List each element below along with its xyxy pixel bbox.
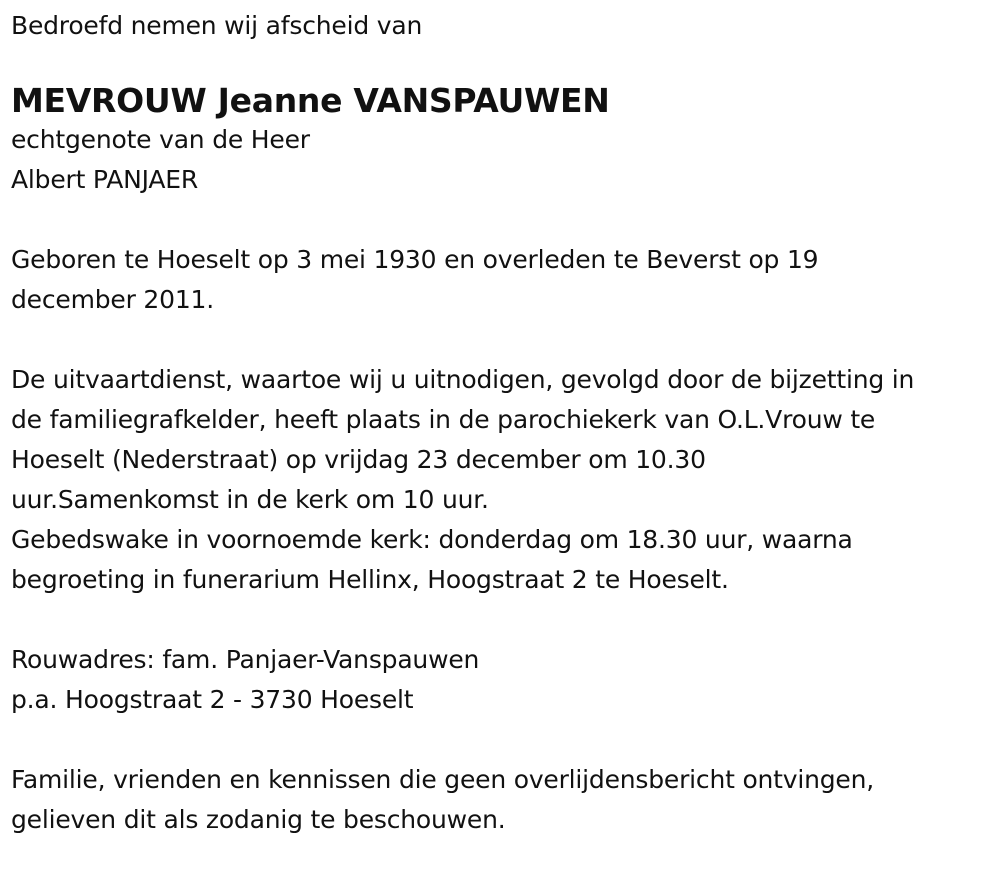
mourning-address-line: p.a. Hoogstraat 2 - 3730 Hoeselt — [11, 685, 414, 714]
closing-line: Familie, vrienden en kennissen die geen overlijdensbericht ontvingen, — [11, 765, 875, 794]
intro-text: Bedroefd nemen wij afscheid van — [11, 11, 423, 40]
ceremony-line: De uitvaartdienst, waartoe wij u uitnodigen, gevolgd door de bijzetting in — [11, 365, 915, 394]
spacer — [11, 200, 996, 240]
ceremony-line: de familiegrafkelder, heeft plaats in de parochiekerk van O.L.Vrouw te — [11, 405, 876, 434]
deceased-name: MEVROUW Jeanne VANSPAUWEN — [11, 81, 610, 120]
birth-death-line: Geboren te Hoeselt op 3 mei 1930 en overleden te Beverst op 19 — [11, 245, 819, 274]
spacer — [11, 720, 996, 760]
vigil-line: begroeting in funerarium Hellinx, Hoogstraat 2 te Hoeselt. — [11, 565, 729, 594]
birth-death-line: december 2011. — [11, 285, 214, 314]
mourning-address-line: Rouwadres: fam. Panjaer-Vanspauwen — [11, 645, 480, 674]
spouse-line: echtgenote van de Heer — [11, 125, 310, 154]
closing-line: gelieven dit als zodanig te beschouwen. — [11, 805, 506, 834]
death-notice — [11, 6, 996, 840]
vigil-line: Gebedswake in voornoemde kerk: donderdag om 18.30 uur, waarna — [11, 525, 853, 554]
spouse-name: Albert PANJAER — [11, 165, 199, 194]
ceremony-line: uur.Samenkomst in de kerk om 10 uur. — [11, 485, 489, 514]
ceremony-line: Hoeselt (Nederstraat) op vrijdag 23 december om 10.30 — [11, 445, 706, 474]
spacer — [11, 600, 996, 640]
spacer — [11, 320, 996, 360]
